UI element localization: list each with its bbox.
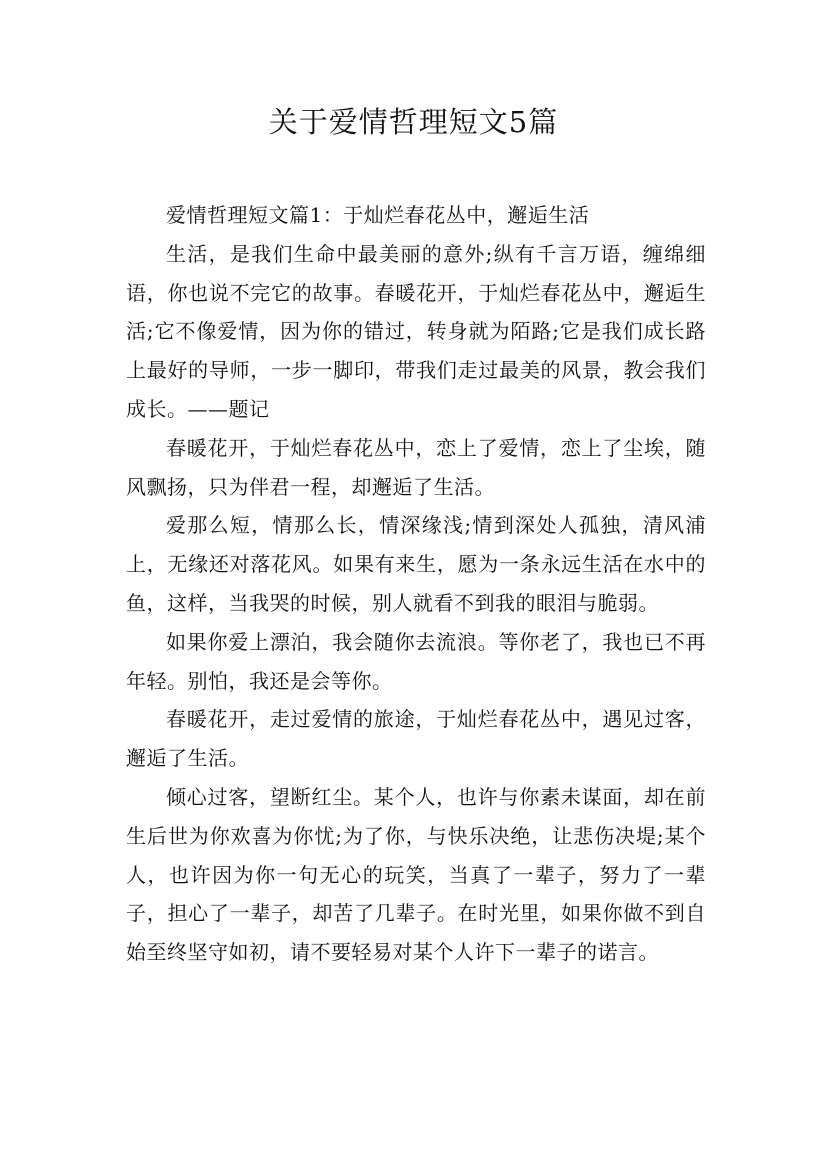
paragraph: 爱那么短，情那么长，情深缘浅;情到深处人孤独，清风浦上，无缘还对落花风。如果有来生，愿为一条永远生活在水中的鱼，这样，当我哭的时候，别人就看不到我的眼泪与脆弱。 <box>126 513 706 615</box>
paragraph: 倾心过客，望断红尘。某个人，也许与你素未谋面，却在前生后世为你欢喜为你忧;为了你，与快乐决绝，让悲伤决堤;某个人，也许因为你一句无心的玩笑，当真了一辈子，努力了一辈子，担心了一辈子，却苦了几辈子。在时光里，如果你做不到自始至终坚守如初，请不要轻易对某个人许下一辈子的诺言。 <box>126 784 706 965</box>
paragraph: 春暖花开，于灿烂春花丛中，恋上了爱情，恋上了尘埃，随风飘扬，只为伴君一程，却邂逅了生活。 <box>126 435 706 499</box>
paragraph: 春暖花开，走过爱情的旅途，于灿烂春花丛中，遇见过客，邂逅了生活。 <box>126 707 706 771</box>
paragraph-heading: 爱情哲理短文篇1：于灿烂春花丛中，邂逅生活 <box>166 203 590 227</box>
document-body <box>126 196 706 972</box>
paragraph: 如果你爱上漂泊，我会随你去流浪。等你老了，我也已不再年轻。别怕，我还是会等你。 <box>126 629 706 693</box>
document-title: 关于爱情哲理短文5篇 <box>268 105 559 139</box>
paragraph: 生活，是我们生命中最美丽的意外;纵有千言万语，缠绵细语，你也说不完它的故事。春暖花开，于灿烂春花丛中，邂逅生活;它不像爱情，因为你的错过，转身就为陌路;它是我们成长路上最好的导师，一步一脚印，带我们走过最美的风景，教会我们成长。——题记 <box>126 241 706 421</box>
